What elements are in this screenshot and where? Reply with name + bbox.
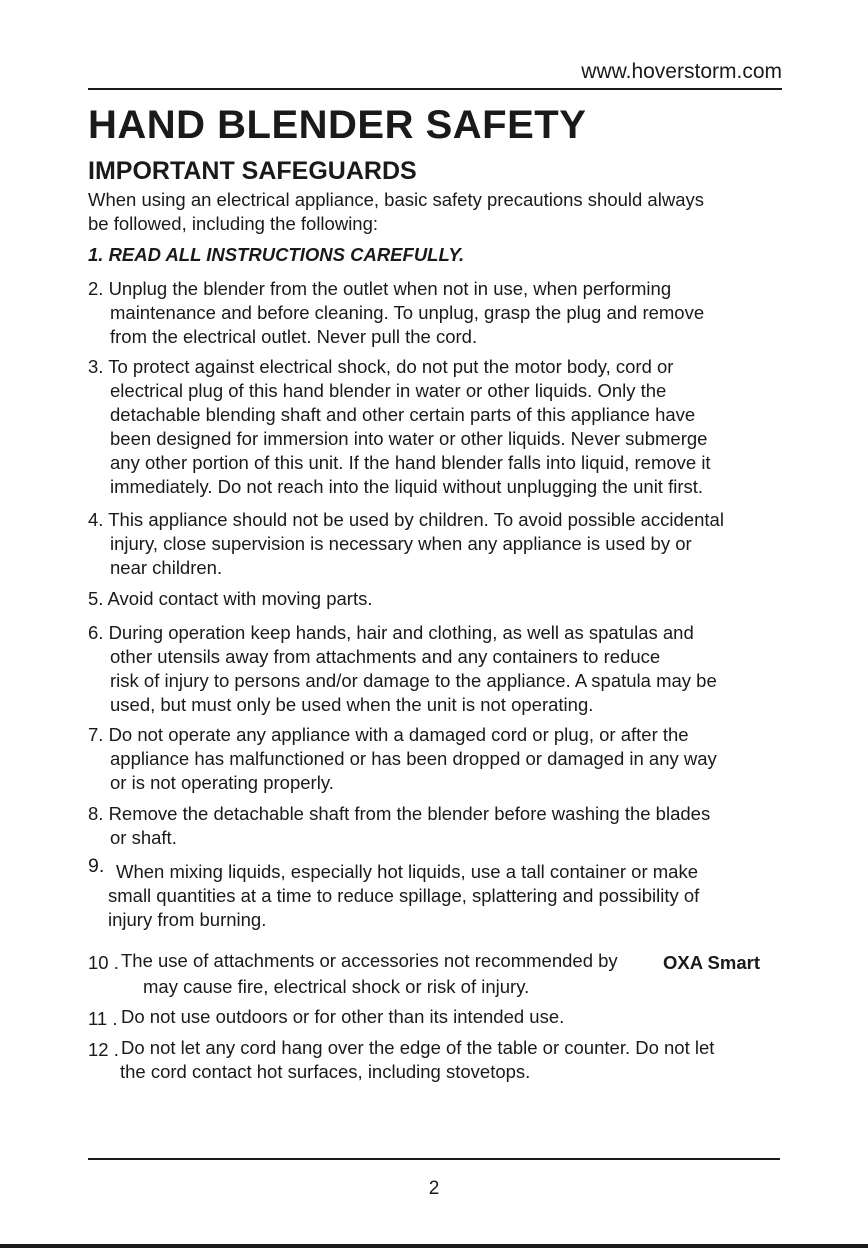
item-line: may cause fire, electrical shock or risk of injury. <box>143 976 530 997</box>
item-line: from the electrical outlet. Never pull the cord. <box>110 326 478 347</box>
item-line: Do not let any cord hang over the edge of the table or counter. Do not let <box>121 1037 715 1058</box>
item-line: injury from burning. <box>108 909 267 930</box>
page-title: HAND BLENDER SAFETY <box>88 103 587 147</box>
item-line: appliance has malfunctioned or has been dropped or damaged in any way <box>110 748 717 769</box>
item-line: The use of attachments or accessories not recommended by <box>121 950 618 971</box>
item-line: 7. Do not operate any appliance with a damaged cord or plug, or after the <box>88 724 689 745</box>
item-line: or is not operating properly. <box>110 772 334 793</box>
item-number: 10 . <box>88 952 119 973</box>
footer-rule <box>88 1158 780 1160</box>
item-line: detachable blending shaft and other certain parts of this appliance have <box>110 404 696 425</box>
item-line: Do not use outdoors or for other than its intended use. <box>121 1006 565 1027</box>
page-edge <box>0 1244 868 1248</box>
header-rule <box>88 88 782 90</box>
item-line: been designed for immersion into water or other liquids. Never submerge <box>110 428 708 449</box>
item-line: 4. This appliance should not be used by children. To avoid possible accidental <box>88 509 724 530</box>
item-line: 8. Remove the detachable shaft from the blender before washing the blades <box>88 803 711 824</box>
item-line: injury, close supervision is necessary when any appliance is used by or <box>110 533 692 554</box>
item-number: 11 . <box>88 1008 118 1029</box>
item-line: other utensils away from attachments and any containers to reduce <box>110 646 661 667</box>
website-url: www.hoverstorm.com <box>581 60 782 83</box>
item-number: 9. <box>88 855 105 877</box>
item-line: or shaft. <box>110 827 177 848</box>
item-line: any other portion of this unit. If the hand blender falls into liquid, remove it <box>110 452 711 473</box>
item-line: risk of injury to persons and/or damage to the appliance. A spatula may be <box>110 670 717 691</box>
brand-name: OXA Smart <box>663 952 760 973</box>
item-line: 3. To protect against electrical shock, do not put the motor body, cord or <box>88 356 674 377</box>
item-line: used, but must only be used when the unit is not operating. <box>110 694 594 715</box>
item-line: maintenance and before cleaning. To unplug, grasp the plug and remove <box>110 302 705 323</box>
safeguard-item-1: 1. READ ALL INSTRUCTIONS CAREFULLY. <box>88 244 465 265</box>
item-line: immediately. Do not reach into the liquid without unplugging the unit first. <box>110 476 704 497</box>
item-line: electrical plug of this hand blender in water or other liquids. Only the <box>110 380 667 401</box>
item-line: When mixing liquids, especially hot liquids, use a tall container or make <box>116 861 699 882</box>
item-line: the cord contact hot surfaces, including stovetops. <box>120 1061 531 1082</box>
page-number: 2 <box>428 1178 440 1199</box>
section-subtitle: IMPORTANT SAFEGUARDS <box>88 157 417 185</box>
item-line: 2. Unplug the blender from the outlet when not in use, when performing <box>88 278 672 299</box>
item-line: near children. <box>110 557 223 578</box>
intro-line: When using an electrical appliance, basic safety precautions should always <box>88 189 704 210</box>
intro-line: be followed, including the following: <box>88 213 379 234</box>
item-line: small quantities at a time to reduce spillage, splattering and possibility of <box>108 885 700 906</box>
item-line: 5. Avoid contact with moving parts. <box>88 588 373 609</box>
item-number: 12 . <box>88 1039 119 1060</box>
item-line: 6. During operation keep hands, hair and clothing, as well as spatulas and <box>88 622 694 643</box>
